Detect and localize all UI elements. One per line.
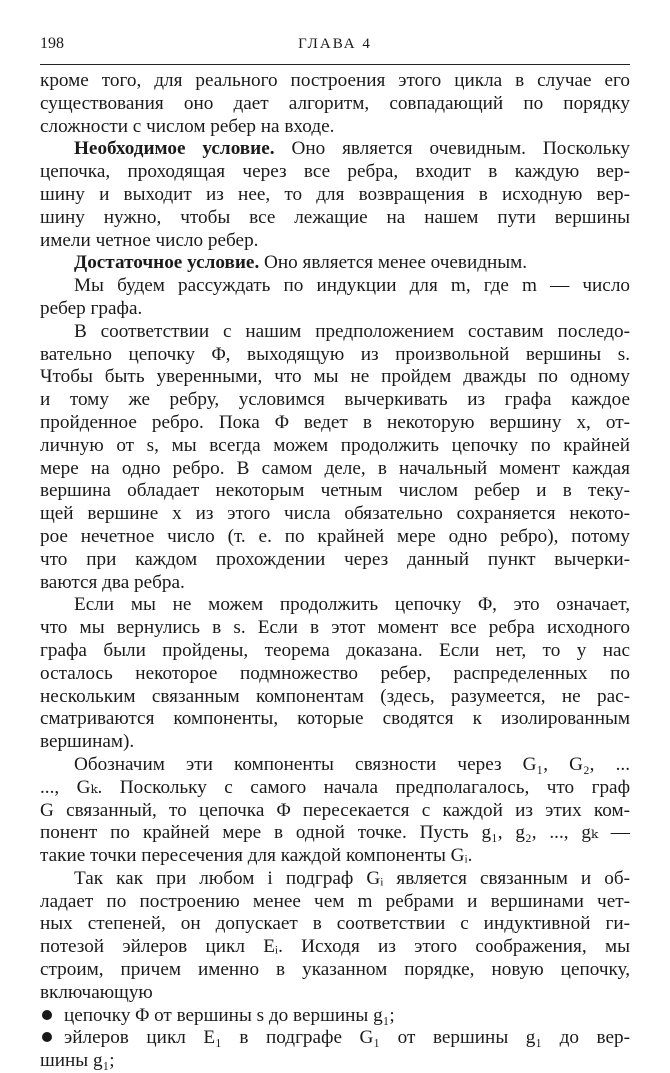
- text-line: вательно цепочку Φ, выходящую из произвольной вершины s.: [40, 343, 630, 365]
- text-line: кроме того, для реального построения этого цикла в случае его: [40, 70, 630, 91]
- text-line: шину нужно, чтобы все лежащие на нашем пути вершины: [40, 206, 630, 228]
- bullet-icon: [42, 1032, 52, 1042]
- text-line: строим, причем именно в указанном порядке, новую цепочку,: [40, 959, 630, 981]
- text-line: шины g₁;: [40, 1050, 115, 1072]
- text-line: потезой эйлеров цикл Eᵢ. Исходя из этого соображения, мы: [40, 936, 630, 958]
- paragraph: [40, 868, 630, 1005]
- text-line: понент по крайней мере в одной точке. Пусть g₁, g₂, ..., gₖ —: [40, 822, 630, 844]
- text-line: Мы будем рассуждать по индукции для m, где m — число: [74, 275, 630, 297]
- text-line: включающую: [40, 981, 153, 1003]
- text-line: мере на одно ребро. В самом деле, в начальный момент каждая: [40, 457, 630, 479]
- text-line: вершина обладает некоторым четным числом ребер и в теку-: [40, 480, 630, 502]
- text-line: [40, 252, 630, 275]
- text-line: такие точки пересечения для каждой компоненты Gᵢ.: [40, 845, 473, 867]
- text-run: Оно является менее очевидным.: [259, 252, 528, 274]
- text-run: Оно является очевидным. Поскольку: [274, 138, 630, 160]
- text-line: сложности с числом ребер на входе.: [40, 115, 335, 137]
- text-line: Чтобы быть уверенными, что мы не пройдем дважды по одному: [40, 366, 630, 388]
- text-run: цепочку Φ от вершины s до вершины g₁;: [64, 1004, 395, 1026]
- paragraph: [40, 70, 630, 138]
- text-line: существования оно дает алгоритм, совпадающий по порядку: [40, 92, 630, 114]
- text-line: Обозначим эти компоненты связности через G₁, G₂, ...: [74, 753, 630, 775]
- text-line: Если мы не можем продолжить цепочку Φ, это означает,: [74, 594, 630, 616]
- text-line: ребер графа.: [40, 297, 143, 319]
- text-line: ваются два ребра.: [40, 571, 185, 593]
- text-line: щей вершине x из этого числа обязательно сохраняется некото-: [40, 503, 630, 525]
- chapter-title: ГЛАВА 4: [298, 36, 372, 52]
- text-line: Так как при любом i подграф Gᵢ является связанным и об-: [74, 867, 630, 889]
- bullet-icon: [42, 1010, 52, 1020]
- bullet-item: [40, 1005, 630, 1028]
- text-line: ных степеней, он допускает в соответствии с индуктивной ги-: [40, 913, 630, 935]
- text-line: G связанный, то цепочка Φ пересекается с каждой из этих ком-: [40, 799, 630, 821]
- running-header: [40, 35, 630, 59]
- text-line: цепочка, проходящая через все ребра, входит в каждую вер-: [40, 161, 630, 183]
- text-line: имели четное число ребер.: [40, 229, 259, 251]
- text-line: шину и выходит из нее, то для возвращения в исходную вер-: [40, 183, 630, 205]
- paragraph-title: Необходимое условие.: [74, 138, 275, 160]
- text-line: вершинам).: [40, 731, 135, 753]
- paragraph-sufficient-condition: [40, 252, 630, 275]
- text-line: В соответствии с нашим предположением составим последо-: [74, 320, 630, 342]
- text-line: ..., Gₖ. Поскольку с самого начала предполагалось, что граф: [40, 776, 630, 798]
- text-line: сматриваются компоненты, которые сводятся к изолированным: [40, 708, 630, 730]
- paragraph-title: Достаточное условие.: [74, 252, 260, 274]
- text-run: эйлеров цикл E₁ в подграфе G₁ от вершины g₁ до вер-: [64, 1027, 630, 1049]
- paragraph: [40, 321, 630, 595]
- paragraph: [40, 754, 630, 868]
- text-line: пройденное ребро. Пока Φ ведет в некоторую вершину x, от-: [40, 411, 630, 433]
- page-body: [40, 70, 630, 1073]
- text-line: и тому же ребру, условимся вычеркивать из графа каждое: [40, 389, 630, 411]
- text-line: осталось некоторое подмножество ребер, распределенных по: [40, 662, 630, 684]
- bullet-item: [40, 1027, 630, 1050]
- paragraph: [40, 275, 630, 321]
- paragraph-necessary-condition: [40, 138, 630, 252]
- header-rule: [40, 64, 630, 65]
- text-line: рое нечетное число (т. е. по крайней мере одно ребро), потому: [40, 525, 630, 547]
- text-line: что мы вернулись в s. Если в этот момент все ребра исходного: [40, 617, 630, 639]
- page-number: 198: [40, 35, 64, 52]
- text-line: нескольким связанным компонентам (здесь, разумеется, не рас-: [40, 685, 630, 707]
- bullet-list: [40, 1005, 630, 1073]
- paragraph: [40, 594, 630, 754]
- text-line: [40, 138, 630, 161]
- text-line: ладает по построению менее чем m ребрами и вершинами чет-: [40, 890, 630, 912]
- text-line: графа были пройдены, теорема доказана. Если нет, то у нас: [40, 639, 630, 661]
- text-line: личную от s, мы всегда можем продолжить цепочку по крайней: [40, 434, 630, 456]
- text-line: что при каждом прохождении через данный пункт вычерки-: [40, 548, 630, 570]
